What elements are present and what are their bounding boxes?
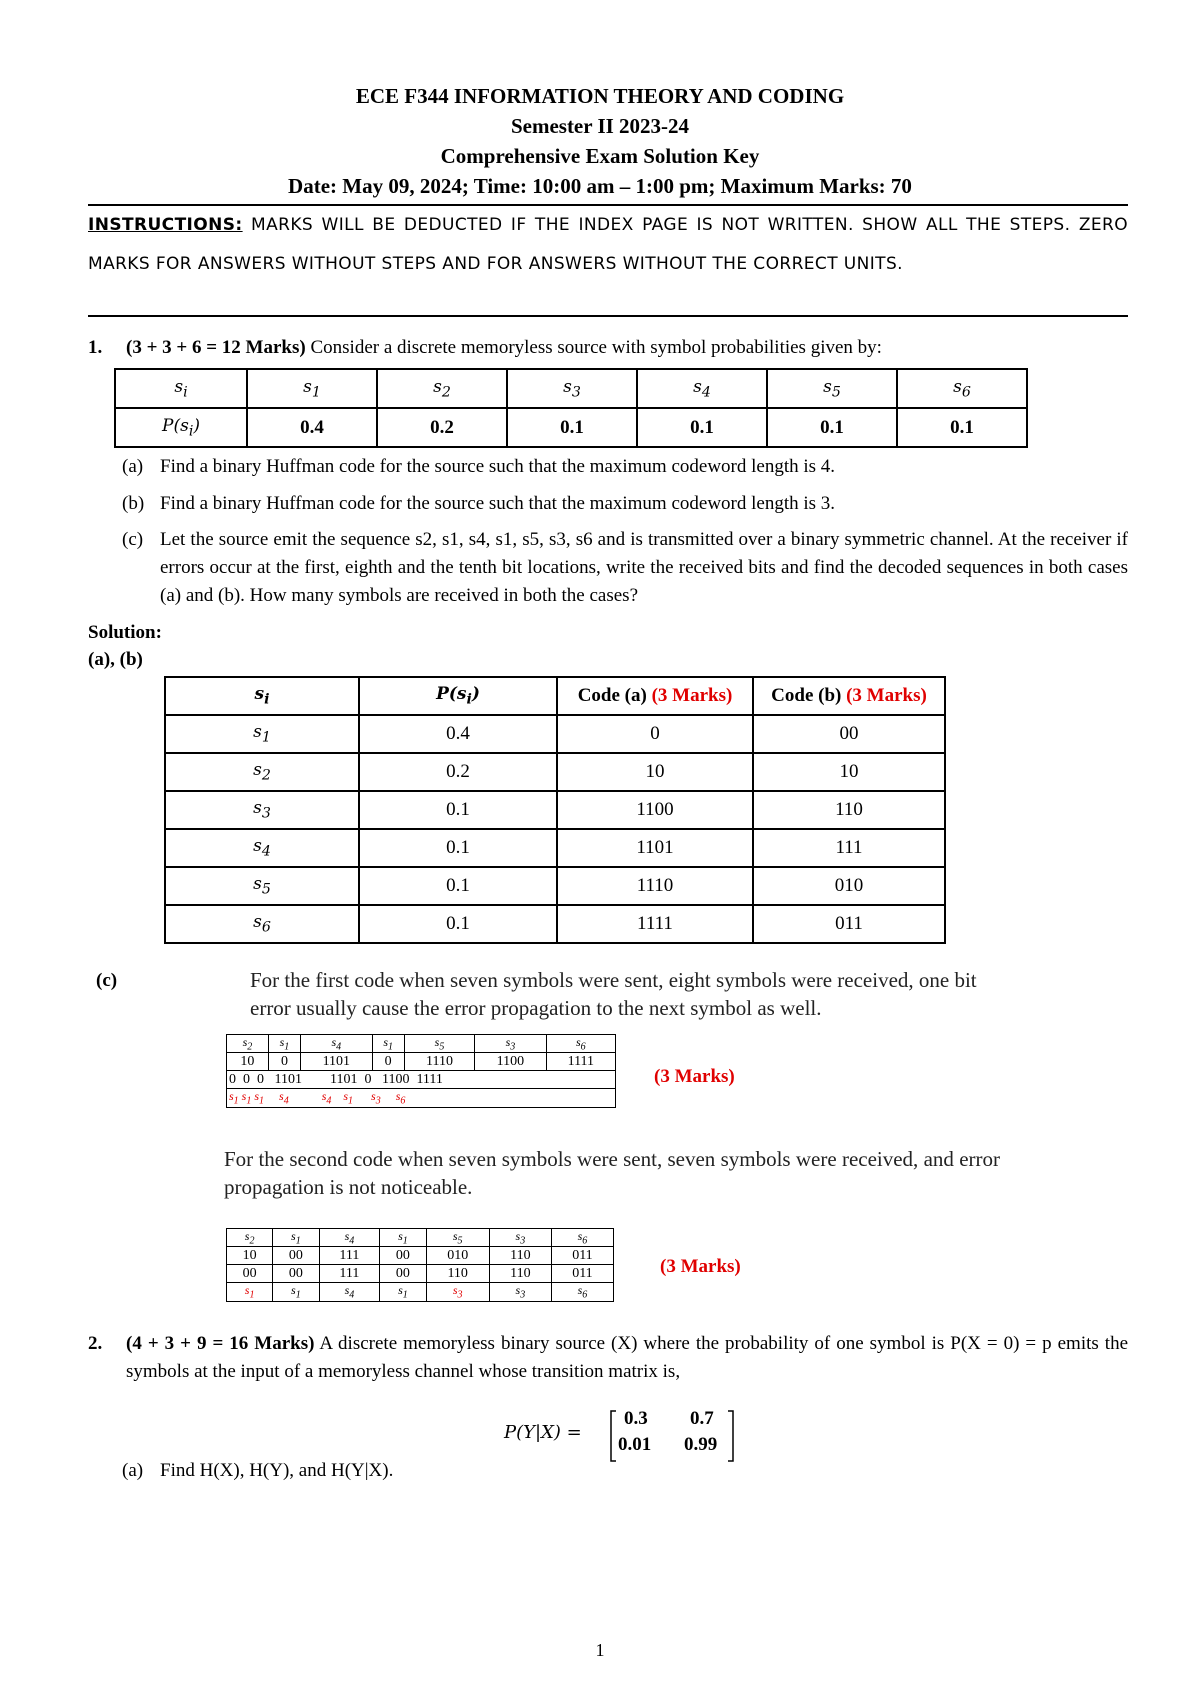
table-cell: 0.1 (359, 905, 557, 943)
solution-c-text-1: For the first code when seven symbols were sent, eight symbols were received, one bit error usually cause the error propagation to the next symbol as well. (250, 968, 977, 1020)
table-cell: 1110 (557, 867, 753, 905)
table-cell: 110 (753, 791, 945, 829)
table-row (165, 905, 945, 943)
part-label: (a) (122, 456, 144, 477)
table-cell: 0.1 (359, 829, 557, 867)
part-label: (b) (122, 493, 145, 514)
table-cell: 0.1 (359, 867, 557, 905)
divider-bottom (88, 315, 1128, 317)
table-cell (753, 677, 945, 715)
table-cell: $s_3$ (426, 1283, 489, 1301)
matrix-lhs: P(Y|X) = (504, 1422, 582, 1443)
solution-ab-label: (a), (b) (88, 649, 143, 670)
part-1b (122, 489, 1128, 519)
question-2-text: A discrete memoryless binary source (X) where the probability of one symbol is P(X = 0) = p emits the symbols at the input of a memoryless channel whose transition matrix is, (126, 1333, 1128, 1382)
course-title: ECE F344 INFORMATION THEORY AND CODING (355, 84, 845, 108)
table-cell: 0.2 (377, 408, 507, 447)
table-cell: 0 (557, 715, 753, 753)
matrix-cell: 0.7 (690, 1408, 714, 1429)
table-cell: 00 (273, 1247, 319, 1265)
table-cell: 00 (380, 1247, 426, 1265)
table-cell: $s_3$ (489, 1283, 551, 1301)
table-row (227, 1089, 616, 1107)
table-cell: $s_4$ (637, 369, 767, 408)
table-cell: $s_6$ (551, 1229, 613, 1247)
table-cell: $s_1$ (227, 1283, 273, 1301)
solution-c-label: (c) (96, 970, 118, 991)
table-cell: 0.1 (637, 408, 767, 447)
question-2-number: 2. (88, 1333, 103, 1354)
table-cell: 0.1 (767, 408, 897, 447)
table-cell: 10 (753, 753, 945, 791)
table-cell: 011 (551, 1247, 613, 1265)
matrix-cell: 0.99 (684, 1434, 718, 1455)
table-cell: $s_1$ (273, 1229, 319, 1247)
received-bits: 0 0 0 1101 1101 0 1100 1111 (227, 1071, 616, 1089)
code-b-marks: (3 Marks) (846, 685, 927, 706)
probability-table (114, 368, 1028, 448)
table-cell: $s_1$ (380, 1229, 426, 1247)
instructions-label: INSTRUCTIONS: (88, 215, 243, 235)
part-1c (122, 526, 1128, 610)
semester: Semester II 2023-24 (510, 114, 690, 138)
table-cell: $s_2$ (165, 753, 359, 791)
table-cell: 00 (273, 1265, 319, 1283)
table-cell: 0.2 (359, 753, 557, 791)
table-cell: $s_5$ (404, 1035, 474, 1053)
table-cell: 1100 (557, 791, 753, 829)
table-cell: $s_5$ (426, 1229, 489, 1247)
table-cell: 0.1 (897, 408, 1027, 447)
part-text: Let the source emit the sequence s2, s1, s4, s1, s5, s3, s6 and is transmitted over a binary symmetric channel. At the receiver if errors occur at the first, eighth and the tenth bit locations, write the received bits and find the decoded sequences in both cases (a) and (b). How many symbols are received in both the cases? (160, 529, 1128, 606)
table-cell: 1110 (404, 1053, 474, 1071)
table-row (165, 753, 945, 791)
solution-c-text-2: For the second code when seven symbols were sent, seven symbols were received, and error propagation is not noticeable. (224, 1147, 1000, 1199)
table-cell: $s_1$ (165, 715, 359, 753)
table-cell: 00 (753, 715, 945, 753)
table-cell: 1101 (557, 829, 753, 867)
marks-c2: (3 Marks) (660, 1256, 741, 1277)
table-row (115, 408, 1027, 447)
table-row (165, 829, 945, 867)
table-row (227, 1265, 614, 1283)
table-cell: $s_i$ (115, 369, 247, 408)
part-2a (122, 1456, 1128, 1486)
table-row (227, 1229, 614, 1247)
table-cell: $s_6$ (165, 905, 359, 943)
table-cell: 011 (753, 905, 945, 943)
table-cell: 110 (489, 1247, 551, 1265)
table-cell: 0 (372, 1053, 404, 1071)
table-cell: $s_3$ (507, 369, 637, 408)
table-cell: 0.4 (359, 715, 557, 753)
code-a-marks: (3 Marks) (651, 685, 733, 706)
instructions (88, 206, 1128, 284)
matrix-cell: 0.01 (618, 1434, 652, 1455)
table-cell: $s_1$ (268, 1035, 300, 1053)
table-cell: $s_3$ (489, 1229, 551, 1247)
table-cell: 111 (319, 1265, 380, 1283)
table-cell: 010 (426, 1247, 489, 1265)
table-row (165, 791, 945, 829)
table-cell: 0.1 (507, 408, 637, 447)
table-cell: $s_6$ (897, 369, 1027, 408)
part-1a (122, 452, 1128, 482)
table-cell: $s_3$ (475, 1035, 546, 1053)
table-cell: $s_1$ (372, 1035, 404, 1053)
table-row (165, 867, 945, 905)
table-row (227, 1071, 616, 1089)
table-row (165, 677, 945, 715)
table-cell: 10 (227, 1053, 269, 1071)
table-cell: $s_5$ (767, 369, 897, 408)
table-cell: $s_4$ (319, 1283, 380, 1301)
table-row (227, 1283, 614, 1301)
table-cell: $s_3$ (165, 791, 359, 829)
exam-title: Comprehensive Exam Solution Key (440, 144, 760, 168)
table-cell: $s_4$ (165, 829, 359, 867)
part-text: Find a binary Huffman code for the source such that the maximum codeword length is 4. (160, 456, 836, 477)
code-b-header: Code (b) (771, 685, 842, 706)
table-cell: $s_5$ (165, 867, 359, 905)
table-cell: $s_2$ (227, 1035, 269, 1053)
table-cell: 0.1 (359, 791, 557, 829)
table-cell (557, 677, 753, 715)
error-table-1 (226, 1034, 616, 1108)
marks-c1: (3 Marks) (654, 1066, 735, 1087)
table-cell: 1100 (475, 1053, 546, 1071)
table-cell: 1111 (557, 905, 753, 943)
code-a-header: Code (a) (577, 685, 647, 706)
table-cell: 111 (319, 1247, 380, 1265)
table-cell: 110 (489, 1265, 551, 1283)
question-1-number: 1. (88, 337, 103, 358)
part-label: (c) (122, 529, 144, 550)
question-1-marks: (3 + 3 + 6 = 12 Marks) (126, 337, 306, 358)
huffman-code-table (164, 676, 946, 944)
table-cell: $s_1$ (247, 369, 377, 408)
part-label: (a) (122, 1460, 144, 1481)
table-cell: $P(s_i)$ (359, 677, 557, 715)
table-cell: $s_4$ (319, 1229, 380, 1247)
table-row (115, 369, 1027, 408)
part-text: Find a binary Huffman code for the source such that the maximum codeword length is 3. (160, 493, 836, 514)
instructions-text: MARKS WILL BE DEDUCTED IF THE INDEX PAGE IS NOT WRITTEN. SHOW ALL THE STEPS. ZERO MARKS FOR ANSWERS WITHOUT STEPS AND FOR ANSWERS WITHOUT THE CORRECT UNITS. (88, 215, 1128, 274)
question-2 (88, 1330, 1128, 1386)
table-cell: $s_2$ (227, 1229, 273, 1247)
error-table-2 (226, 1228, 614, 1302)
decoded-symbols: $s_1$ $s_1$ $s_1$ $s_4$ $s_4$ $s_1$ $s_3$ $s_6$ (227, 1089, 616, 1107)
table-cell: $s_i$ (165, 677, 359, 715)
exam-details: Date: May 09, 2024; Time: 10:00 am – 1:00 pm; Maximum Marks: 70 (288, 174, 912, 198)
table-row (227, 1035, 616, 1053)
table-cell: 10 (227, 1247, 273, 1265)
question-1-text: Consider a discrete memoryless source with symbol probabilities given by: (310, 337, 882, 358)
page-number: 1 (595, 1640, 605, 1660)
table-cell: 1101 (301, 1053, 372, 1071)
table-cell: 1111 (546, 1053, 615, 1071)
table-cell: $s_6$ (551, 1283, 613, 1301)
table-cell: 00 (227, 1265, 273, 1283)
table-cell: 0 (268, 1053, 300, 1071)
table-cell: 00 (380, 1265, 426, 1283)
solution-label: Solution: (88, 622, 162, 643)
table-cell: 010 (753, 867, 945, 905)
table-cell: 0.4 (247, 408, 377, 447)
table-cell: $s_4$ (301, 1035, 372, 1053)
table-cell: $P(s_i)$ (115, 408, 247, 447)
matrix-cell: 0.3 (624, 1408, 648, 1429)
question-2-marks: (4 + 3 + 9 = 16 Marks) (126, 1333, 315, 1354)
table-cell: $s_1$ (273, 1283, 319, 1301)
table-row (227, 1053, 616, 1071)
table-row (227, 1247, 614, 1265)
table-cell: $s_1$ (380, 1283, 426, 1301)
question-1 (88, 333, 1128, 363)
table-cell: $s_2$ (377, 369, 507, 408)
part-text: Find H(X), H(Y), and H(Y|X). (160, 1460, 394, 1481)
table-cell: 10 (557, 753, 753, 791)
table-cell: $s_6$ (546, 1035, 615, 1053)
table-cell: 111 (753, 829, 945, 867)
table-cell: 011 (551, 1265, 613, 1283)
table-row (165, 715, 945, 753)
table-cell: 110 (426, 1265, 489, 1283)
